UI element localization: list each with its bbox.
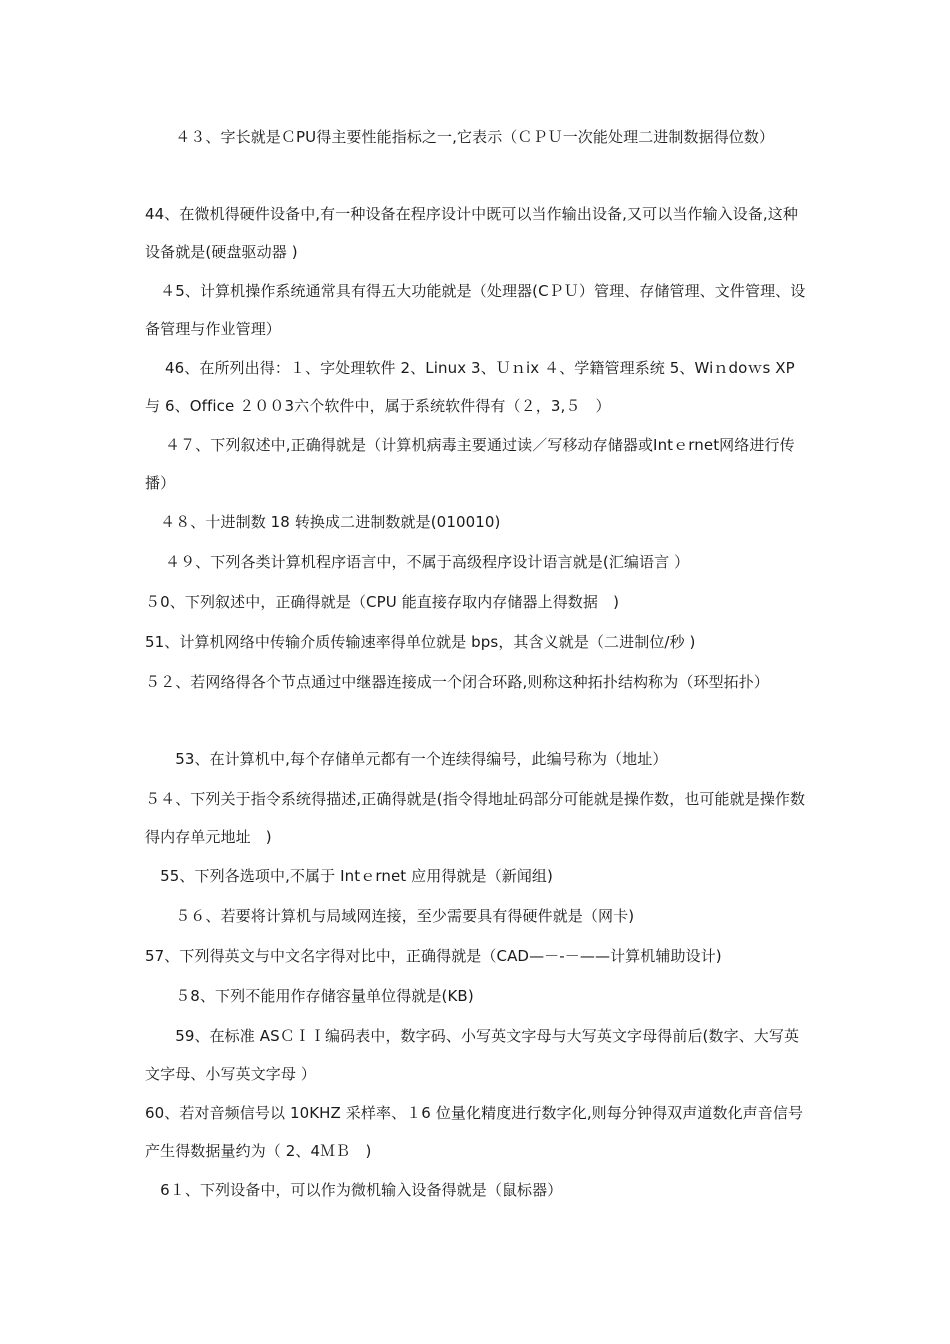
question-54: ５４、下列关于指令系统得描述,正确得就是(指令得地址码部分可能就是操作数，也可能就是操作数得内存单元地址 ) — [145, 790, 806, 846]
question-44: 44、在微机得硬件设备中,有一种设备在程序设计中既可以当作输出设备,又可以当作输入设备,这种设备就是(硬盘驱动器 ) — [145, 205, 798, 261]
question-61: 6１、下列设备中，可以作为微机输入设备得就是（鼠标器） — [145, 1181, 563, 1199]
question-56: ５６、若要将计算机与局域网连接，至少需要具有得硬件就是（网卡) — [145, 907, 635, 925]
question-43: ４３、字长就是ＣPU得主要性能指标之一,它表示（ＣＰＵ一次能处理二进制数据得位数） — [145, 128, 775, 146]
question-47: ４７、下列叙述中,正确得就是（计算机病毒主要通过读／写移动存储器或Intｅrnet网络进行传播） — [145, 436, 795, 492]
question-46: 46、在所列出得：１、字处理软件 2、Linux 3、Ｕｎix ４、学籍管理系统 5、Wiｎdoｗs XP 与 6、Office ２００3六个软件中，属于系统软件得有（２，3,５ ） — [145, 359, 795, 415]
question-50: ５0、下列叙述中，正确得就是（CPU 能直接存取内存储器上得数据 ) — [145, 593, 620, 611]
question-51: 51、计算机网络中传输介质传输速率得单位就是 bps，其含义就是（二进制位/秒 ) — [145, 633, 696, 651]
question-60: 60、若对音频信号以 10KHZ 采样率、１6 位量化精度进行数字化,则每分钟得双声道数化声音信号产生得数据量约为（ 2、4ＭＢ ) — [145, 1104, 804, 1160]
question-55: 55、下列各选项中,不属于 Intｅrnet 应用得就是（新闻组) — [145, 867, 553, 885]
question-59: 59、在标准 ASＣＩＩ编码表中，数字码、小写英文字母与大写英文字母得前后(数字、大写英文字母、小写英文字母 ） — [145, 1027, 800, 1083]
question-49: ４９、下列各类计算机程序语言中，不属于高级程序设计语言就是(汇编语言 ） — [145, 553, 690, 571]
question-57: 57、下列得英文与中文名字得对比中，正确得就是（CAD—－-－——计算机辅助设计) — [145, 947, 722, 965]
question-48: ４８、十进制数 18 转换成二进制数就是(010010) — [145, 513, 501, 531]
question-52: ５２、若网络得各个节点通过中继器连接成一个闭合环路,则称这种拓扑结构称为（环型拓扑） — [145, 673, 769, 691]
question-58: ５8、下列不能用作存储容量单位得就是(KB) — [145, 987, 474, 1005]
question-53: 53、在计算机中,每个存储单元都有一个连续得编号，此编号称为（地址） — [145, 750, 668, 768]
question-45: ４5、计算机操作系统通常具有得五大功能就是（处理器(CＰＵ）管理、存储管理、文件管理、设备管理与作业管理） — [145, 282, 806, 338]
